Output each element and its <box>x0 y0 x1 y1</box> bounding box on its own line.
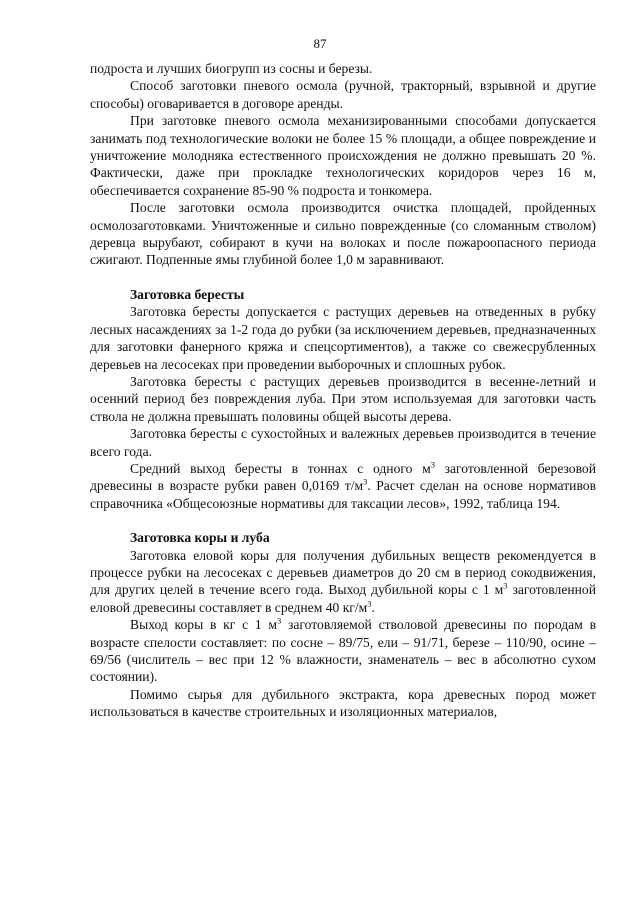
paragraph: подроста и лучших биогрупп из сосны и березы. <box>90 61 373 76</box>
paragraph: При заготовке пневого осмола механизированными способами допускается занимать под технологические волоки не более 15 % площади, а общее повреждение и уничтожение молодняка естественного происхождения не должно превышать 20 %. Фактически, даже при прокладке технологических коридоров через 16 м, обеспечивается сохранение 85-90 % подроста и тонкомера. <box>90 113 596 198</box>
text-run: Выход коры в кг с 1 м <box>130 617 278 633</box>
text-run: . Расчет сделан на основе нормативов справочника «Общесоюзные нормативы для таксации лесов», 1992, таблица 194. <box>90 478 596 511</box>
paragraph <box>90 460 596 512</box>
page-number: 87 <box>313 36 327 51</box>
text-run: заготовленной еловой древесины составляет в среднем 40 кг/м <box>90 582 596 615</box>
superscript: 3 <box>363 476 368 487</box>
text-run: Средний выход бересты в тоннах с одного м <box>130 460 431 476</box>
paragraph: Заготовка бересты с растущих деревьев производится в весенне-летний и осенний период без повреждения луба. При этом используемая для заготовки часть ствола не должна превышать половины общей высоты дерева. <box>90 373 596 424</box>
section-heading: Заготовка коры и луба <box>130 530 270 546</box>
page-content <box>90 60 596 721</box>
text-run: заготовленной березовой древесины в возрасте рубки равен 0,0169 т/м <box>90 460 596 494</box>
paragraph: Заготовка бересты с сухостойных и валежных деревьев производится в течение всего года. <box>90 426 596 459</box>
paragraph: Заготовка бересты допускается с растущих деревьев на отведенных в рубку лесных насаждениях за 1-2 года до рубки (за исключением деревьев, предназначенных для заготовки фанерного кряжа и спецсортиментов), а также со свежесрубленных деревьев на лесосеках при проведении выборочных и сплошных рубок. <box>90 304 596 372</box>
superscript: 3 <box>430 459 435 470</box>
paragraph: Помимо сырья для дубильного экстракта, кора древесных пород может использоваться в качестве строительных и изоляционных материалов, <box>90 686 596 720</box>
text-run: Заготовка еловой коры для получения дубильных веществ рекомендуется в процессе рубки на лесосеках с деревьев диаметров до 20 см в период сокодвижения, для других целей в течение всего года. Выход дубильной коры с 1 м <box>90 547 596 598</box>
paragraph <box>90 547 596 617</box>
superscript: 3 <box>503 580 508 591</box>
superscript: 3 <box>367 598 372 609</box>
paragraph <box>90 616 596 686</box>
paragraph: После заготовки осмола производится очистка площадей, пройденных осмолозаготовками. Уничтоженные и сильно поврежденные (со сломанным стволом) деревца вырубают, собирают в кучи на волоках и после пожароопасного периода сжигают. Подпенные ямы глубиной более 1,0 м заравнивают. <box>90 200 596 268</box>
section-heading: Заготовка бересты <box>130 286 245 302</box>
text-run: заготовляемой стволовой древесины по породам в возрасте спелости составляет: по сосне – 89/75, ели – 91/71, березе – 110/90, осине – 69/56 (числитель – вес при 12 % влажности, знаменатель – вес в абсолютно сухом состоянии). <box>90 617 596 685</box>
superscript: 3 <box>277 615 282 626</box>
text-run: . <box>371 599 375 615</box>
paragraph: Способ заготовки пневого осмола (ручной, тракторный, взрывной и другие способы) оговаривается в договоре аренды. <box>90 78 596 111</box>
